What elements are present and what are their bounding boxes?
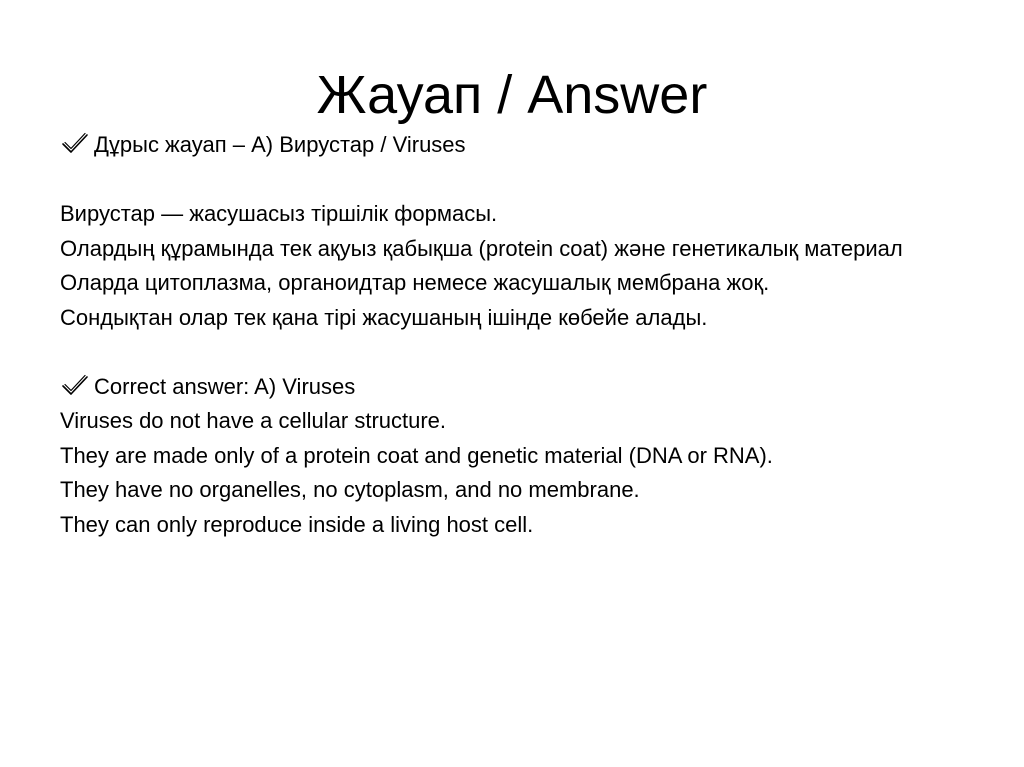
spacer bbox=[60, 335, 1024, 370]
en-correct-answer bbox=[60, 370, 1024, 405]
check-mark-icon bbox=[60, 132, 94, 156]
en-line: Viruses do not have a cellular structure. bbox=[60, 408, 447, 433]
kz-line: Олардың құрамында тек ақуыз қабықша (protein coat) және генетикалық материал bbox=[60, 235, 903, 261]
en-line: They can only reproduce inside a living host cell. bbox=[60, 511, 534, 537]
check-mark-icon bbox=[60, 374, 94, 398]
kz-line: Сондықтан олар тек қана тірі жасушаның ішінде көбейе алады. bbox=[60, 304, 708, 330]
en-line: They are made only of a protein coat and genetic material (DNA or RNA). bbox=[60, 442, 773, 468]
spacer bbox=[60, 163, 1024, 198]
en-line: They have no organelles, no cytoplasm, and no membrane. bbox=[60, 477, 640, 502]
kz-line: Вирустар — жасушасыз тіршілік формасы. bbox=[60, 201, 498, 226]
kz-correct-answer bbox=[60, 128, 1024, 163]
kz-line: Оларда цитоплазма, органоидтар немесе жасушалық мембрана жоқ. bbox=[60, 270, 770, 295]
slide-body bbox=[60, 128, 1024, 542]
kz-correct-answer-text: Дұрыс жауап – A) Вирустар / Viruses bbox=[94, 132, 466, 157]
slide-title: Жауап / Answer bbox=[316, 65, 708, 125]
en-correct-answer-text: Correct answer: A) Viruses bbox=[94, 373, 356, 399]
